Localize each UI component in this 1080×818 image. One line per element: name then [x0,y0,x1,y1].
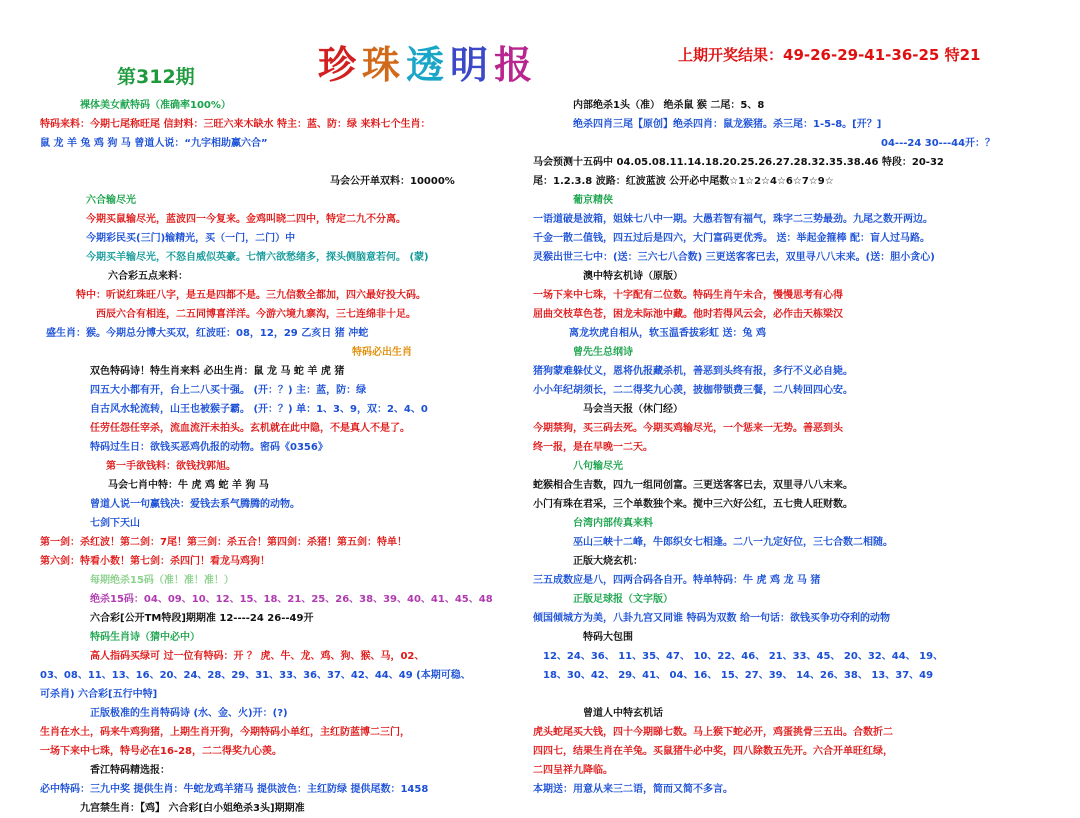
left-text-line [40,153,500,172]
left-text-line: 高人指码买绿可 过一位有特码：开 ？ 虎、牛、龙、鸡、狗、猴、马，02、 [90,651,425,662]
right-text-line: 本期送：用意从来三二语，简而又简不多言。 [533,784,733,795]
left-text-line: 正版极准的生肖特码诗 (水、金、火)开：(?) [90,708,288,719]
title-char: 透 [406,42,451,87]
left-text-line: 特码来料：今期七尾称旺尾 信封料：三旺六来木缺水 特主：蓝、防：绿 来料七个生肖： [40,119,431,130]
left-text-line: 特码必出生肖 [352,347,412,358]
left-text-line: 绝杀15码：04、09、10、12、15、18、21、25、26、38、39、40、41、45、48 [90,594,493,605]
right-text-line: 巫山三峡十二峰，牛郎织女七相逢。二八一九定好位，三七合数二相随。 [573,537,893,548]
left-text-line: 可杀肖) 六合彩[五行中特] [40,689,158,700]
right-text-line: 小门有珠在君采，三个单数独个来。搅中三六好公红，五七贵人旺财数。 [533,499,853,510]
issue-number: 第312期 [117,66,195,88]
right-text-line: 一场下来中七珠，十字配有二位数。特码生肖午未合，慢慢思考有心得 [533,290,843,301]
right-text-line: 屈曲交枝草色苍，困龙未际池中藏。他时若得风云会，必作击天栋梁汉 [533,309,843,320]
left-text-line: 今期彩民买(三门)输精光，买（一门，二门）中 [86,233,296,244]
left-text-line: 西辰六合有相连，二五同博喜洋洋。今游六境九寨沟，三七连绵非十足。 [96,309,416,320]
right-text-line: 葡京精侠 [573,195,613,206]
right-text-line: 曾道人中特玄机话 [583,708,663,719]
left-text-line: 第一剑：杀红波！第二剑：7尾！第三剑：杀五合！第四剑：杀猪！第五剑：特单！ [40,537,407,548]
right-text-line: 内部绝杀1头（准） 绝杀鼠 猴 二尾：5、8 [573,100,765,111]
right-text-line: 04---24 30---44开：？ [881,138,996,149]
left-text-line: 03、08、11、13、16、20、24、28、29、31、33、36、37、42、44、49 (本期可稳、 [40,670,471,681]
right-text-line: 猪狗蒙难躲仗义，恩将仇报藏杀机，善恶到头终有报，多行不义必自毙。 [533,366,853,377]
right-text-line: 曾先生总纲诗 [573,347,633,358]
right-text-line: 离龙坎虎自相从，软玉温香拔彩虹 送：兔 鸡 [569,328,766,339]
right-text-line: 澳中特玄机诗（原版） [583,271,683,282]
left-text-line: 双色特码诗！特生肖来料 必出生肖：鼠 龙 马 蛇 羊 虎 猪 [90,366,345,377]
left-text-line: 七剑下天山 [90,518,140,529]
right-text-line: 12、24、36、 11、35、47、 10、22、46、 21、33、45、 20、32、44、 19、 [543,651,944,662]
left-text-line: 必中特码：三九中奖 提供生肖：牛蛇龙鸡羊猪马 提供波色：主红防绿 提供尾数：1458 [40,784,429,795]
left-text-line: 第一手欲钱料：欲钱找郭旭。 [106,461,236,472]
right-text-line: 绝杀四肖三尾【原创】绝杀四肖：鼠龙猴猪。杀三尾：1-5-8。[开？] [573,119,882,130]
right-text-line: 四四七，结果生肖在羊兔。买鼠猪牛必中奖，四八除数五先开。六合开单旺红绿， [533,746,893,757]
left-text-line: 六合输尽光 [86,195,136,206]
left-text-line: 曾道人说一句赢钱决：爱钱去系气腾腾的动物。 [90,499,300,510]
right-text-line: 18、30、42、 29、41、 04、16、 15、27、39、 14、26、38、 13、37、49 [543,670,934,681]
right-text-line: 八句输尽光 [573,461,623,472]
right-text-line: 倾国倾城方为美，八卦九宫又同谁 特码为双数 给一句话：欲钱买争功夺利的动物 [533,613,890,624]
right-text-line: 蛇猴相合生吉数，四九一组同创富。三更送客客已去，双里寻八八末来。 [533,480,853,491]
left-text-line: 马会七肖中特：牛 虎 鸡 蛇 羊 狗 马 [108,480,269,491]
title-char: 珠 [362,42,407,87]
left-text-line: 特中：听说红珠旺八字，是五是四都不是。三九信数全都加，四六最好投大码。 [76,290,426,301]
right-text-line: 特码大包围 [583,632,633,643]
left-text-line: 鼠 龙 羊 兔 鸡 狗 马 曾道人说：“九字相助赢六合” [40,138,268,149]
right-text-line: 虎头蛇尾买大钱，四十今期睇七数。马上猴下蛇必开，鸡蛋挑骨三五出。合数折二 [533,727,893,738]
right-text-line: 马会当天报（休门经） [583,404,683,415]
left-text-line: 裸体美女献特码（准确率100%） [80,100,231,111]
right-text-line: 三五成数应是八，四两合码各自开。特单特码：牛 虎 鸡 龙 马 猪 [533,575,821,586]
left-column [40,96,500,818]
right-text-line: 今期禁狗，买三码去死。今期买鸡输尽光，一个惩来一无势。善恶到头 [533,423,843,434]
left-text-line: 香江特码精选报： [90,765,170,776]
left-text-line: 生肖在水土，码来牛鸡狗猪，上期生肖开狗，今期特码小单红，主红防蓝博二三门， [40,727,410,738]
left-text-line: 每期绝杀15码（准！准！准！） [90,575,234,586]
right-text-line: 终一报，是在早晚一二天。 [533,442,653,453]
right-text-line: 台湾内部传真来料 [573,518,653,529]
title-char: 明 [450,42,495,87]
newspaper-title [318,34,538,89]
left-text-line: 自古风水轮流转，山王也被猴子霸。 (开：？) 单：1、3、9，双：2、4、0 [90,404,428,415]
right-text-line: 小小年纪胡须长，二二得奖九心羡，披枷带锁费三餐，二八转回四心安。 [533,385,853,396]
right-text-line: 一语道破是波箱，姐妹七八中一期。大愚若智有福气，珠字二三势最劲。九尾之数开两边。 [533,214,933,225]
right-text-line: 正版大烧玄机： [573,556,643,567]
right-text-line: 千金一散二值钱，四五过后是四六，大门富码更优秀。 送：举起金箍棒 配：盲人过马路。 [533,233,930,244]
left-text-line: 今期买羊输尽光，不怒自威似英豪。七情六欲愁绪多，探头侧脑意若何。 (蒙) [86,252,429,263]
right-text-line: 二四呈祥九降临。 [533,765,613,776]
left-text-line: 特码过生日：欲钱买恶鸡仇报的动物。密码《0356》 [90,442,328,453]
title-char: 报 [494,42,539,87]
right-text-line: 尾：1.2.3.8 波路：红波蓝波 公开必中尾数☆1☆2☆4☆6☆7☆9☆ [533,176,834,187]
left-text-line: 特码生肖诗（猜中必中） [90,632,200,643]
left-text-line: 四五大小都有开，台上二八买十强。 (开：？) 主：蓝，防：绿 [90,385,367,396]
left-text-line: 马会公开单双料：10000% [330,176,455,187]
left-text-line: 九宫禁生肖：【鸡】 六合彩[白小姐绝杀3头]期期准 [80,803,305,814]
left-text-line: 任劳任怨任宰杀，流血流汗未拍头。玄机就在此中隐，不是真人不是了。 [90,423,410,434]
right-text-line: 灵猴出世三七中：(送：三六七八合数) 三更送客客已去，双里寻八八末来。(送：胆小贪心) [533,252,935,263]
left-text-line: 六合彩[公开TM特段]期期准 12----24 26--49开 [90,613,314,624]
right-column [533,96,1043,799]
left-text-line: 盛生肖：猴。今期总分博大买双，红波旺：08，12，29 乙亥日 猪 冲蛇 [46,328,369,339]
last-draw-result: 上期开奖结果：49-26-29-41-36-25 特21 [678,46,981,64]
left-text-line: 今期买鼠输尽光，蓝波四一今复来。金鸡叫晓二四中，特定二九不分离。 [86,214,406,225]
right-text-line: 正版足球报（文字版） [573,594,673,605]
left-text-line: 六合彩五点来料： [108,271,188,282]
title-char: 珍 [318,42,363,87]
right-text-line: 马会预测十五码中 04.05.08.11.14.18.20.25.26.27.28.32.35.38.46 特段：20-32 [533,157,944,168]
left-text-line: 一场下来中七珠，特号必在16-28，二二得奖九心羡。 [40,746,282,757]
right-text-line [533,685,1043,704]
left-text-line: 第六剑：特看小数！第七剑：杀四门！看龙马鸡狗！ [40,556,270,567]
